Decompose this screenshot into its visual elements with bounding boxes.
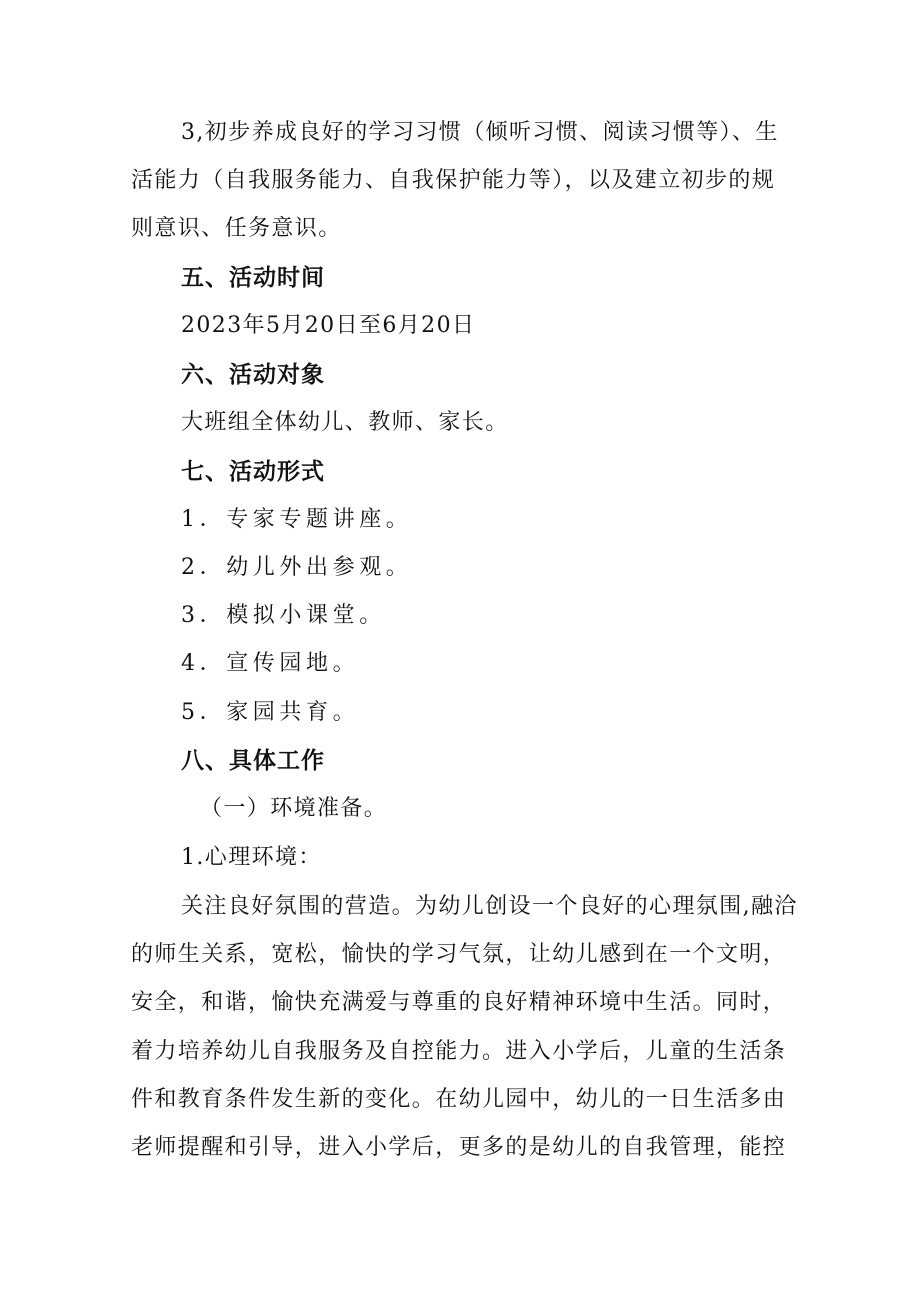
paragraph-habits-line-2: 活能力（自我服务能力、自我保护能力等），以及建立初步的规	[131, 168, 776, 193]
paragraph-psych-line-4: 着力培养幼儿自我服务及自控能力。进入小学后，儿童的生活条	[131, 1039, 787, 1064]
section-heading-activity-form: 七、活动形式	[181, 459, 325, 485]
paragraph-habits-line-1: 3,初步养成良好的学习习惯（倾听习惯、阅读习惯等）、生	[181, 120, 779, 145]
section-heading-activity-time: 五、活动时间	[181, 265, 325, 291]
paragraph-psych-line-2: 的师生关系，宽松，愉快的学习气氛，让幼儿感到在一个文明，	[131, 942, 787, 967]
activity-time-text: 2023年5月20日至6月20日	[181, 313, 476, 338]
section-heading-activity-target: 六、活动对象	[181, 362, 325, 388]
paragraph-psych-line-5: 件和教育条件发生新的变化。在幼儿园中，幼儿的一日生活多由	[131, 1087, 787, 1112]
activity-form-item-2: 2．幼儿外出参观。	[181, 555, 413, 580]
section-heading-specific-work: 八、具体工作	[181, 748, 325, 774]
item-psychological-environment: 1.心理环境：	[181, 845, 322, 870]
activity-form-item-4: 4．宣传园地。	[181, 651, 360, 676]
subsection-environment-prep: （一）环境准备。	[200, 796, 388, 821]
paragraph-psych-line-1: 关注良好氛围的营造。为幼儿创设一个良好的心理氛围,融洽	[181, 894, 798, 919]
activity-form-item-5: 5．家园共育。	[181, 700, 360, 725]
paragraph-psych-line-6: 老师提醒和引导，进入小学后，更多的是幼儿的自我管理，能控	[131, 1135, 787, 1160]
activity-form-item-1: 1．专家专题讲座。	[181, 507, 413, 532]
paragraph-psych-line-3: 安全，和谐，愉快充满爱与尊重的良好精神环境中生活。同时，	[131, 990, 787, 1015]
activity-target-text: 大班组全体幼儿、教师、家长。	[181, 410, 509, 435]
activity-form-item-3: 3．模拟小课堂。	[181, 603, 386, 628]
paragraph-habits-line-3: 则意识、任务意识。	[131, 216, 342, 241]
